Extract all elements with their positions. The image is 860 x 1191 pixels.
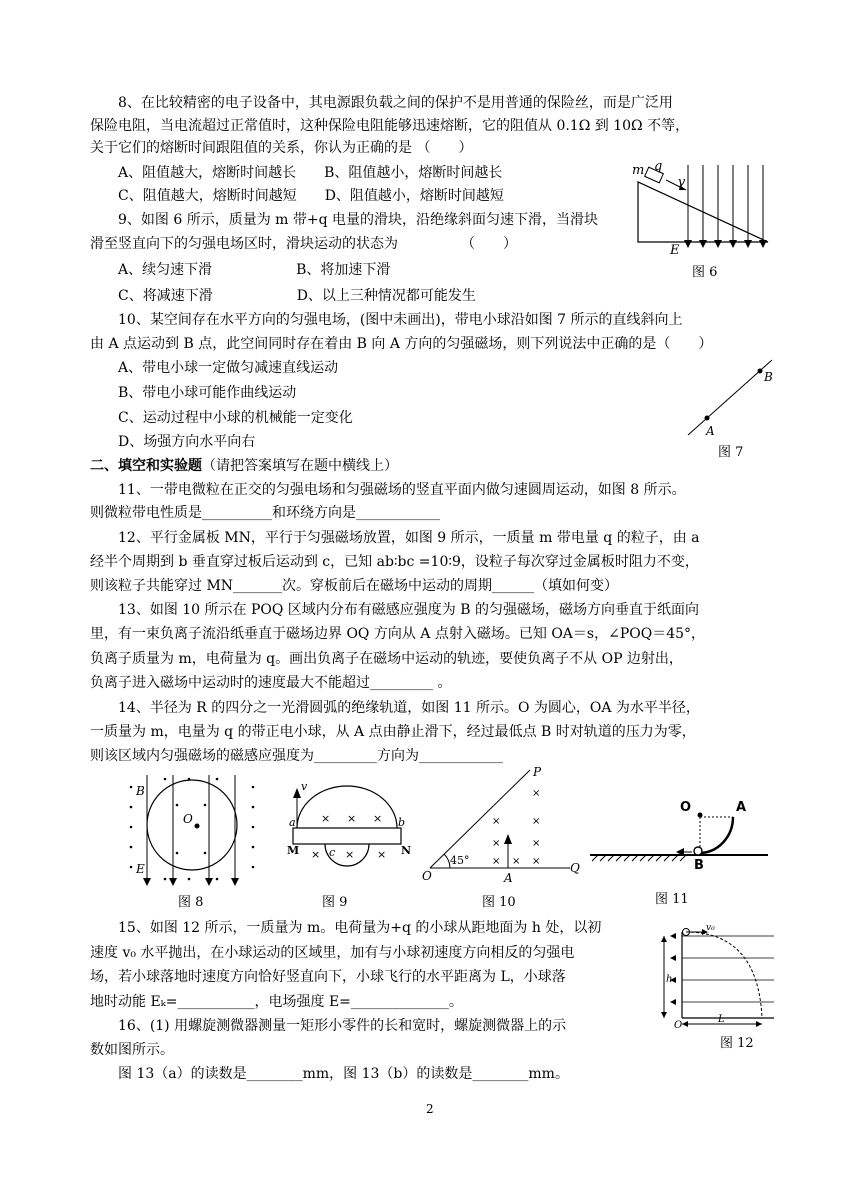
fig10-label-q: Q	[570, 861, 580, 875]
q8-line1: 8、在比较精密的电子设备中，其电源跟负载之间的保护不是用普通的保险丝，而是广泛用	[118, 95, 673, 111]
fig11-label-b: B	[694, 858, 704, 873]
fig9-label-c: c	[329, 846, 336, 859]
page-number: 2	[426, 1102, 434, 1116]
svg-text:×: ×	[321, 812, 331, 825]
q15-line2: 速度 v₀ 水平抛出，在小球运动的区域里，加有与小球初速度方向相反的匀强电	[90, 945, 575, 961]
q9-line1: 9、如图 6 所示，质量为 m 带+q 电量的滑块，沿绝缘斜面匀速下滑，当滑块	[118, 212, 599, 228]
svg-text:×: ×	[532, 838, 541, 849]
fig12-label-h: h	[666, 974, 673, 985]
fig8-label-o: O	[183, 812, 193, 826]
q16-line2: 数如图所示。	[90, 1042, 174, 1058]
q15-line1: 15、如图 12 所示，一质量为 m。电荷量为+q 的小球从距地面为 h 处，以初	[118, 920, 602, 936]
q13-line2: 里，有一束负离子流沿纸垂直于磁场边界 OQ 方向从 A 点射入磁场。已知 OA＝s，∠POQ＝45°，	[90, 626, 706, 642]
q9-line2: 滑至竖直向下的匀强电场区时，滑块运动的状态为 （ ）	[90, 236, 517, 252]
figure-10	[420, 765, 580, 890]
q15-line3: 场，若小球落地时速度方向恰好竖直向下，小球飞行的水平距离为 L，小球落	[90, 969, 566, 985]
fig12-label-o: O	[674, 1020, 683, 1031]
q10-option-d: D、场强方向水平向右	[118, 434, 256, 450]
svg-text:×: ×	[345, 848, 355, 861]
q8-line2: 保险电阻，当电流超过正常值时，这种保险电阻能够迅速熔断，它的阻值从 0.1Ω 到 10Ω 不等，	[90, 118, 690, 134]
section-2-note: （请把答案填写在题中横线上）	[202, 458, 398, 474]
svg-text:×: ×	[532, 816, 541, 827]
fig12-caption: 图 12	[720, 1036, 754, 1051]
section-2-title: 二、填空和实验题	[90, 458, 202, 474]
q15-line4: 地时动能 Eₖ=___________，电场强度 E=______________。	[90, 994, 463, 1010]
q9-options-cd: C、将减速下滑 D、以上三种情况都可能发生	[118, 288, 476, 304]
q12-line2: 经半个周期到 b 垂直穿过板后运动到 c，已知 ab∶bc =10∶9，设粒子每次穿过金属板时阻力不变，	[90, 554, 699, 570]
fig9-caption: 图 9	[322, 895, 348, 910]
fig9-label-b: b	[398, 816, 406, 829]
fig9-label-m: M	[287, 844, 300, 857]
fig7-label-b: B	[764, 370, 773, 384]
fig10-caption: 图 10	[482, 895, 516, 910]
q11-line1: 11、一带电微粒在正交的匀强电场和匀强磁场的竖直平面内做匀速圆周运动，如图 8 所示。	[118, 482, 686, 498]
q10-line1: 10、某空间存在水平方向的匀强电场，(图中未画出)，带电小球沿如图 7 所示的直线斜向上	[118, 312, 683, 328]
fig11-label-a: A	[736, 800, 747, 815]
fig8-caption: 图 8	[178, 895, 204, 910]
fig11-label-o: O	[680, 800, 692, 815]
figure-12	[658, 922, 780, 1030]
fig8-label-e: E	[136, 862, 145, 876]
figure-11	[588, 795, 770, 873]
q12-line3: 则该粒子共能穿过 MN_______次。穿板前后在磁场中运动的周期______（填如何变）	[90, 578, 619, 594]
fig10-label-a: A	[504, 871, 513, 885]
q10-option-b: B、带电小球可能作曲线运动	[118, 385, 297, 401]
svg-text:×: ×	[492, 856, 501, 867]
fig12-label-l: L	[718, 1014, 725, 1025]
fig6-label-m: m	[632, 163, 645, 178]
q16-line1: 16、(1) 用螺旋测微器测量一矩形小零件的长和宽时，螺旋测微器上的示	[118, 1018, 567, 1034]
fig6-label-v: v	[678, 175, 686, 190]
q10-option-c: C、运动过程中小球的机械能一定变化	[118, 410, 353, 426]
q9-options-ab: A、续匀速下滑 B、将加速下滑	[118, 262, 391, 278]
figure-7	[680, 355, 780, 445]
svg-text:×: ×	[373, 812, 383, 825]
q8-line3: 关于它们的熔断时间跟阻值的关系，你认为正确的是 （ ）	[90, 140, 473, 156]
svg-text:×: ×	[532, 788, 541, 799]
svg-text:×: ×	[492, 838, 501, 849]
svg-text:×: ×	[532, 856, 541, 867]
figure-6	[628, 160, 778, 275]
fig12-label-v0: v₀	[706, 923, 715, 933]
q16-line3: 图 13（a）的读数是________mm，图 13（b）的读数是________mm。	[118, 1066, 569, 1082]
svg-text:×: ×	[347, 812, 357, 825]
q13-line3: 负离子质量为 m，电荷量为 q。画出负离子在磁场中运动的轨迹，要使负离子不从 OP 边射出，	[90, 651, 683, 667]
fig7-caption: 图 7	[718, 445, 744, 460]
q8-options-ab: A、阻值越大，熔断时间越长 B、阻值越小，熔断时间越长	[118, 165, 503, 181]
fig6-caption: 图 6	[692, 265, 718, 280]
fig9-label-n: N	[401, 844, 412, 857]
fig10-label-p: P	[533, 765, 542, 779]
svg-text:×: ×	[512, 856, 521, 867]
fig10-label-o: O	[422, 869, 432, 883]
q8-options-cd: C、阻值越大，熔断时间越短 D、阻值越小，熔断时间越短	[118, 188, 504, 204]
q13-line4: 负离子进入磁场中运动时的速度最大不能超过_________ 。	[90, 675, 452, 691]
q14-line2: 一质量为 m，电量为 q 的带正电小球，从 A 点由静止滑下，经过最低点 B 时对轨道的压力为零，	[90, 724, 696, 740]
fig6-label-e: E	[670, 243, 680, 258]
fig9-label-a: a	[289, 816, 296, 829]
q10-option-a: A、带电小球一定做匀减速直线运动	[118, 360, 339, 376]
q13-line1: 13、如图 10 所示在 POQ 区域内分布有磁感应强度为 B 的匀强磁场，磁场方向垂直于纸面向	[118, 602, 699, 618]
fig11-caption: 图 11	[655, 892, 689, 907]
figure-9	[285, 780, 410, 885]
q12-line1: 12、平行金属板 MN，平行于匀强磁场放置，如图 9 所示，一质量 m 带电量 q 的粒子，由 a	[118, 530, 700, 546]
section-2-heading	[90, 456, 398, 476]
q14-line3: 则该区域内匀强磁场的磁感应强度为_________方向为____________	[90, 748, 503, 764]
figure-8	[125, 775, 260, 887]
svg-text:×: ×	[311, 848, 321, 861]
q10-line2: 由 A 点运动到 B 点，此空间同时存在着由 B 向 A 方向的匀强磁场，则下列说法中正确的是（ ）	[90, 336, 713, 352]
svg-text:×: ×	[492, 816, 501, 827]
fig10-angle: 45°	[450, 854, 470, 867]
q11-line2: 则微粒带电性质是__________和环绕方向是____________	[90, 505, 440, 521]
fig8-label-b: B	[136, 784, 145, 798]
fig9-label-v: v	[301, 780, 308, 793]
svg-text:×: ×	[377, 848, 387, 861]
fig7-label-a: A	[706, 424, 715, 438]
fig6-label-q: q	[654, 159, 663, 174]
q14-line1: 14、半径为 R 的四分之一光滑圆弧的绝缘轨道，如图 11 所示。O 为圆心，OA 为水平半径，	[118, 700, 700, 716]
